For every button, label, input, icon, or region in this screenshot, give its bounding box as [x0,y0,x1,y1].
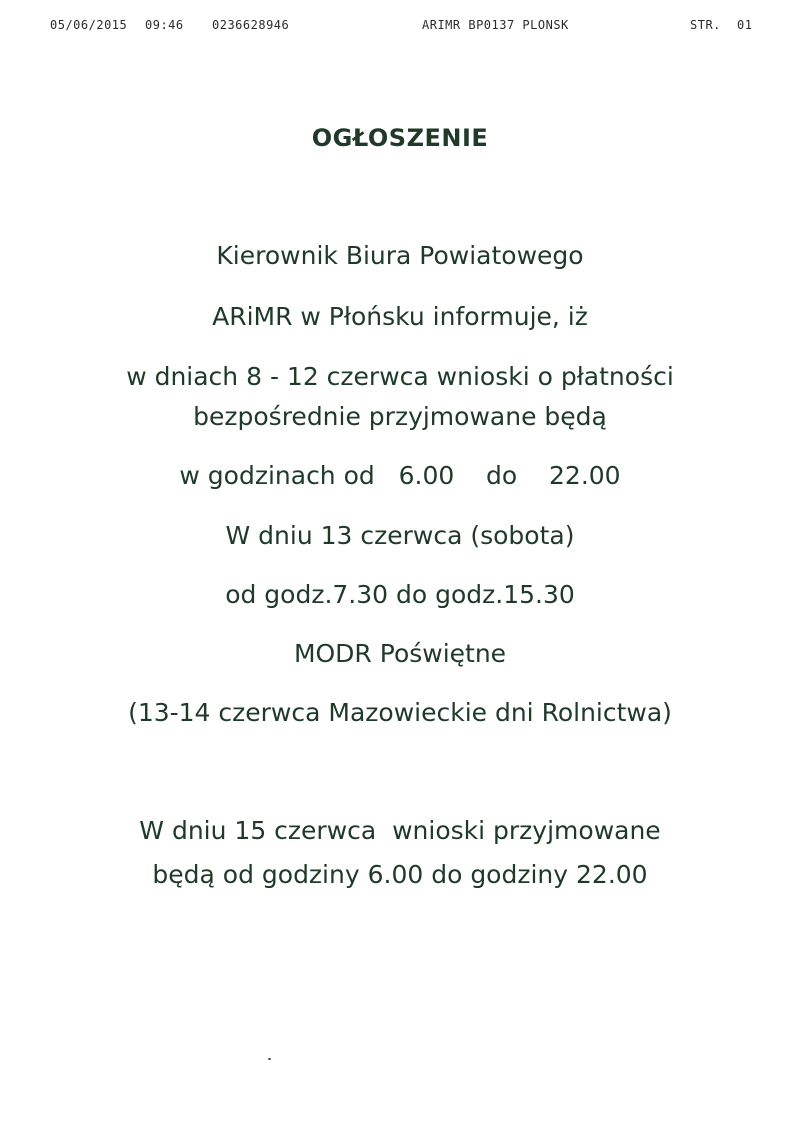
notice-line: od godz.7.30 do godz.15.30 [225,580,575,609]
notice-line: w godzinach od 6.00 do 22.00 [179,461,621,490]
fax-page-label: STR. [690,18,721,32]
notice-line: w dniach 8 - 12 czerwca wnioski o płatności [126,362,674,391]
scan-speck [268,1058,271,1060]
notice-line: bezpośrednie przyjmowane będą [193,402,607,431]
fax-sender: ARIMR BP0137 PLONSK [422,18,569,32]
notice-line: ARiMR w Płońsku informuje, iż [212,302,588,331]
notice-line: Kierownik Biura Powiatowego [216,241,584,270]
notice-line: (13-14 czerwca Mazowieckie dni Rolnictwa) [128,698,672,727]
notice-line: będą od godziny 6.00 do godziny 22.00 [152,860,648,889]
fax-time: 09:46 [145,18,184,32]
fax-date: 05/06/2015 [50,18,128,32]
notice-title: OGŁOSZENIE [311,124,489,152]
notice-line: W dniu 13 czerwca (sobota) [225,521,575,550]
fax-header [0,18,800,38]
fax-page-number: 01 [737,18,753,32]
notice-line: MODR Poświętne [293,639,507,668]
notice-line: W dniu 15 czerwca wnioski przyjmowane [139,816,661,845]
fax-phone: 0236628946 [212,18,290,32]
